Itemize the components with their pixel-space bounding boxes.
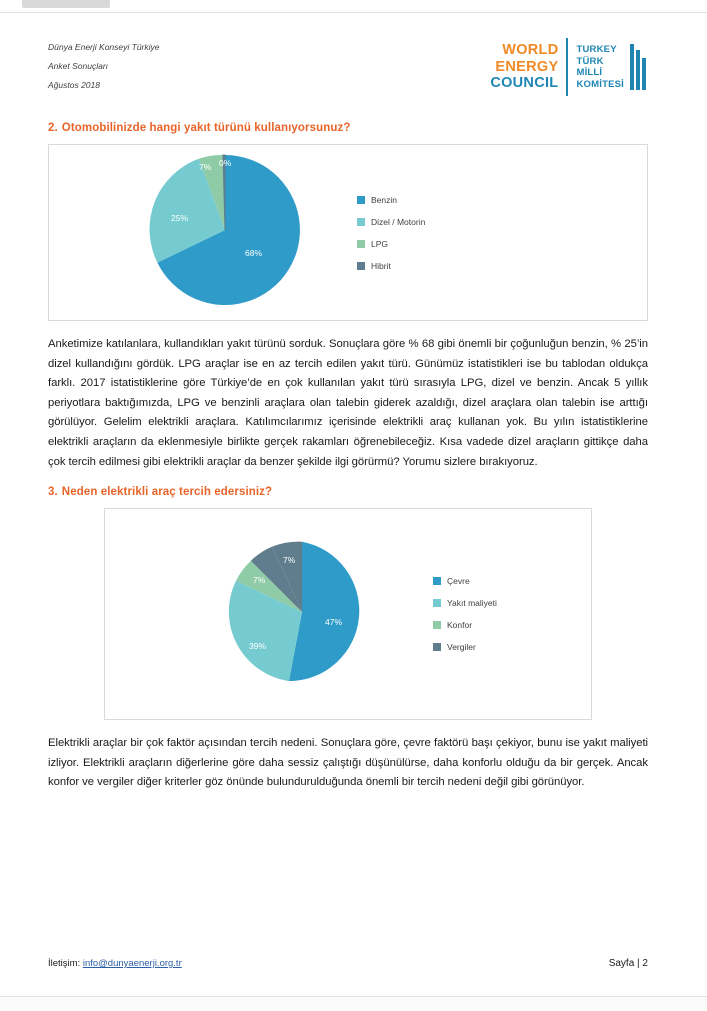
header-line-subtitle: Anket Sonuçları bbox=[48, 61, 109, 71]
chart-legend-fuel-type bbox=[357, 195, 425, 271]
document-footer bbox=[48, 958, 648, 969]
world-energy-council-logo bbox=[490, 38, 648, 96]
logo-line-turkey: TURKEY bbox=[576, 44, 617, 55]
legend-swatch-hibrit bbox=[357, 262, 365, 270]
logo-turkey-block bbox=[576, 38, 624, 96]
legend-label-lpg: LPG bbox=[371, 238, 389, 249]
pie-label-vergiler: 7% bbox=[283, 554, 296, 565]
footer-contact-label: İletişim: bbox=[48, 958, 81, 969]
window-tab-placeholder bbox=[22, 0, 110, 8]
pie-label-benzin: 68% bbox=[245, 248, 263, 258]
footer-page-number: Sayfa | 2 bbox=[608, 958, 648, 969]
logo-wordmark bbox=[490, 38, 566, 96]
pie-label-hibrit: 0% bbox=[219, 158, 232, 168]
footer-contact bbox=[48, 958, 182, 969]
pie-chart-fuel-type-svg bbox=[145, 150, 305, 310]
pie-label-cevre: 47% bbox=[325, 616, 343, 627]
logo-word-energy: ENERGY bbox=[495, 58, 559, 75]
section-number-3: 3. bbox=[48, 486, 58, 499]
legend-item-hibrit bbox=[357, 261, 425, 271]
logo-line-turk: TÜRK bbox=[576, 55, 604, 67]
header-line-date: Ağustos 2018 bbox=[48, 80, 100, 90]
section-number-2: 2. bbox=[48, 122, 58, 134]
pie-chart-fuel-type bbox=[145, 150, 305, 315]
pie-chart-ev-reason bbox=[227, 537, 377, 692]
legend-label-dizel: Dizel / Motorin bbox=[371, 216, 426, 227]
section-heading-3 bbox=[48, 486, 648, 498]
chart-legend-ev-reason bbox=[433, 576, 497, 652]
section-title-2: Otomobilinizde hangi yakıt türünü kullanıyorsunuz? bbox=[61, 122, 351, 134]
paragraph-ev-reason: Elektrikli araçlar bir çok faktör açısından tercih nedeni. Sonuçlara göre, çevre faktörü başı çekiyor, bunu ise yakıt maliyeti izliyor. Elektrikli araçların diğerlerine göre daha sessiz çalıştığı düşünülürse, daha konforlu olduğu da bir gerçek. Ancak konfor ve vergiler diğer kriterler göz önünde bulundurulduğunda önemli bir tercih nedeni değil gibi görünüyor. bbox=[48, 737, 648, 789]
legend-label-vergiler: Vergiler bbox=[447, 642, 476, 653]
paragraph-fuel-type: Anketimize katılanlara, kullandıkları yakıt türünü sorduk. Sonuçlara göre % 68 gibi önemli bir çoğunluğun benzin, % 25’in dizel kullandığını gördük. LPG araçlar ise en az tercih edilen yakıt türü. Günümüz istatistikleri ise bu tablodan oldukça farklı. 2017 istatistiklerine göre Türkiye’de en çok kullanılan yakıt türü sırasıyla LPG, dizel ve benzin. Ancak 5 yıllık periyotlara baktığımızda, LPG ve benzinli araçlara olan talebin giderek azaldığı, dizel araçlara olan talebin ise arttığı görülüyor. Gelelim elektrikli araçlara. Katılımcılarımız içerisinde elektrikli araç kullanan yok. Bu yılın istatistiklerine elektrikli araçların da eklenmesiyle birlikte gerçek rakamları öğrenebileceğiz. Kısa vadede dizel araçların gittikçe daha çok tercih edilmesi gibi elektrikli araçlar da benzer şekilde ilgi görürmü? Yorumu sizlere bırakıyoruz. bbox=[48, 338, 648, 468]
pie-label-dizel: 25% bbox=[171, 213, 189, 223]
pie-label-yakit-maliyeti: 39% bbox=[249, 640, 267, 651]
logo-divider bbox=[566, 38, 568, 96]
legend-label-hibrit: Hibrit bbox=[371, 260, 391, 271]
chart-container-ev-reason bbox=[104, 508, 592, 720]
logo-word-world: WORLD bbox=[502, 42, 559, 59]
top-divider bbox=[0, 12, 707, 13]
legend-swatch-benzin bbox=[357, 196, 365, 204]
legend-swatch-vergiler bbox=[433, 643, 441, 651]
chart-container-fuel-type bbox=[48, 144, 648, 321]
header-line-organization: Dünya Enerji Konseyi Türkiye bbox=[48, 42, 160, 52]
legend-swatch-lpg bbox=[357, 240, 365, 248]
footer-contact-email-link[interactable]: info@dunyaenerji.org.tr bbox=[82, 958, 182, 969]
legend-item-cevre bbox=[433, 576, 497, 586]
legend-swatch-konfor bbox=[433, 621, 441, 629]
document-header bbox=[48, 34, 648, 108]
pie-chart-ev-reason-svg bbox=[227, 537, 377, 687]
legend-item-benzin bbox=[357, 195, 425, 205]
legend-label-benzin: Benzin bbox=[371, 194, 397, 205]
legend-item-yakit-maliyeti bbox=[433, 598, 497, 608]
logo-bars-icon bbox=[628, 38, 648, 96]
header-text-block bbox=[48, 38, 160, 95]
legend-swatch-cevre bbox=[433, 577, 441, 585]
legend-label-konfor: Konfor bbox=[447, 620, 473, 631]
legend-item-konfor bbox=[433, 620, 497, 630]
bottom-band bbox=[0, 997, 707, 1011]
legend-swatch-yakit-maliyeti bbox=[433, 599, 441, 607]
logo-line-komitesi: KOMİTESİ bbox=[576, 78, 624, 90]
pie-label-lpg: 7% bbox=[199, 162, 212, 172]
legend-label-cevre: Çevre bbox=[447, 576, 470, 587]
legend-item-lpg bbox=[357, 239, 425, 249]
section-title-3: Neden elektrikli araç tercih edersiniz? bbox=[61, 486, 273, 499]
legend-swatch-dizel bbox=[357, 218, 365, 226]
section-heading-2 bbox=[48, 122, 648, 134]
pie-label-konfor: 7% bbox=[253, 574, 266, 585]
legend-item-vergiler bbox=[433, 642, 497, 652]
document-content bbox=[48, 34, 648, 793]
legend-label-yakit-maliyeti: Yakıt maliyeti bbox=[447, 598, 497, 609]
logo-word-council: COUNCIL bbox=[490, 75, 559, 92]
logo-line-milli: MİLLİ bbox=[576, 67, 603, 78]
legend-item-dizel bbox=[357, 217, 425, 227]
